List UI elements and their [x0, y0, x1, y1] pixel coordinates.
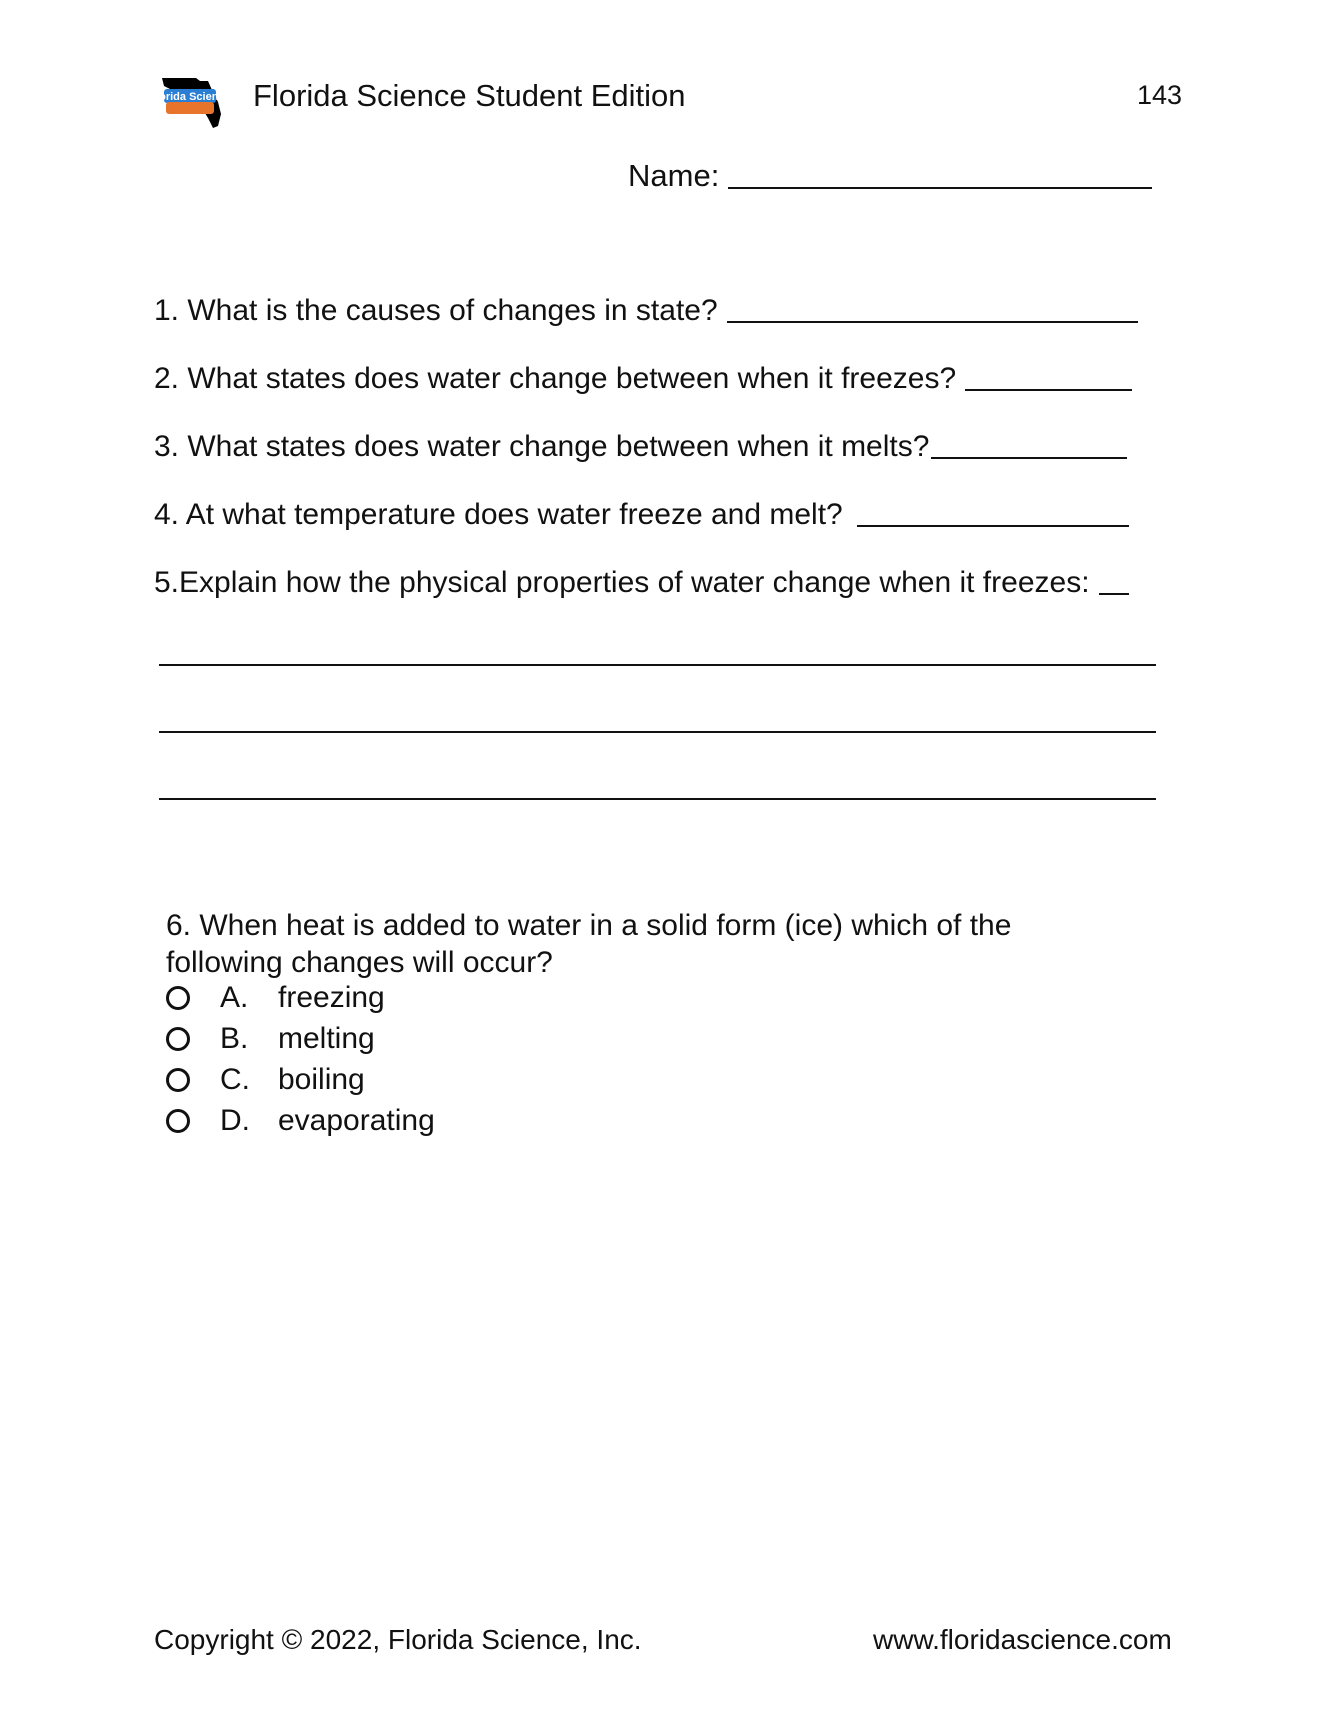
question-2-answer-blank[interactable] — [965, 389, 1132, 391]
question-1-text: 1. What is the causes of changes in state? — [154, 294, 718, 327]
logo-text: Florida Science — [149, 91, 231, 103]
radio-circle-icon[interactable] — [166, 1068, 190, 1092]
question-4-text: 4. At what temperature does water freeze and melt? — [154, 498, 843, 531]
page-number: 143 — [1137, 80, 1183, 110]
answer-line[interactable] — [159, 664, 1156, 666]
radio-circle-icon[interactable] — [166, 1109, 190, 1133]
name-field[interactable] — [628, 158, 1152, 194]
option-b[interactable] — [166, 1018, 435, 1059]
option-label: freezing — [278, 980, 385, 1014]
option-label: melting — [278, 1021, 375, 1055]
option-a[interactable] — [166, 977, 435, 1018]
question-2-text: 2. What states does water change between when it freezes? — [154, 362, 957, 395]
footer-copyright: Copyright © 2022, Florida Science, Inc. — [154, 1624, 642, 1655]
name-blank[interactable] — [728, 187, 1152, 189]
answer-line[interactable] — [159, 798, 1156, 800]
question-6-options — [166, 977, 435, 1141]
question-2 — [154, 362, 1132, 396]
question-5-text: 5.Explain how the physical properties of water change when it freezes: — [154, 566, 1090, 599]
footer-website-link[interactable]: www.floridascience.com — [873, 1624, 1172, 1655]
question-4-answer-blank[interactable] — [857, 525, 1129, 527]
question-5 — [154, 566, 1129, 600]
florida-science-logo — [149, 72, 231, 132]
option-letter: A. — [220, 980, 249, 1014]
option-letter: B. — [220, 1021, 249, 1055]
option-letter: D. — [220, 1103, 250, 1137]
question-1-answer-blank[interactable] — [727, 321, 1138, 323]
question-1 — [154, 294, 1138, 328]
option-label: evaporating — [278, 1103, 435, 1137]
radio-circle-icon[interactable] — [166, 986, 190, 1010]
option-d[interactable] — [166, 1100, 435, 1141]
question-4 — [154, 498, 1129, 532]
name-label: Name: — [628, 158, 720, 193]
question-5-answer-blank[interactable] — [1099, 593, 1129, 595]
header-title: Florida Science Student Edition — [253, 78, 686, 113]
question-6-text: 6. When heat is added to water in a solid form (ice) which of the following changes will occur? — [166, 909, 1012, 979]
option-letter: C. — [220, 1062, 250, 1096]
answer-line[interactable] — [159, 731, 1156, 733]
question-3-text: 3. What states does water change between when it melts? — [154, 430, 930, 463]
question-3-answer-blank[interactable] — [931, 457, 1127, 459]
option-c[interactable] — [166, 1059, 435, 1100]
option-label: boiling — [278, 1062, 365, 1096]
radio-circle-icon[interactable] — [166, 1027, 190, 1051]
question-3 — [154, 430, 1127, 464]
